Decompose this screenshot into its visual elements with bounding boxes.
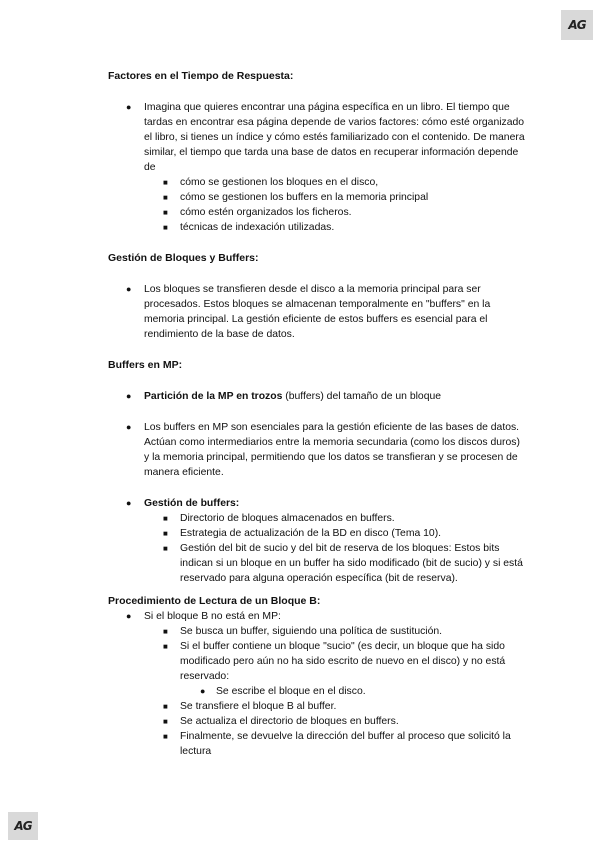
sub-list-item	[108, 699, 528, 714]
sub-list-item	[108, 624, 528, 639]
list-item-text: Si el bloque B no está en MP:	[144, 611, 281, 622]
square-bullet-icon: ■	[163, 223, 168, 232]
list-item	[108, 420, 528, 480]
sub-list-item-text: Estrategia de actualización de la BD en disco (Tema 10).	[180, 528, 442, 539]
sub-list-item-text: Gestión del bit de sucio y del bit de reserva de los bloques: Estos bits indican si un bloque en un buffer ha sido modificado (bit de sucio) y si está reservado para alguna operación específica (bit de reserva).	[180, 543, 523, 584]
list-item-text: Imagina que quieres encontrar una página específica en un libro. El tiempo que tardas en encontrar esa página depende de varios factores: cómo esté organizado el libro, si tienes un índice y cómo estés familiarizado con el contenido. De manera similar, el tiempo que tarda una base de datos en recuperar información depende de	[144, 102, 525, 173]
sub-list-item-text: cómo se gestionen los buffers en la memoria principal	[180, 192, 429, 203]
logo-bottom: AG	[8, 812, 38, 840]
sub-list-item-text: Se transfiere el bloque B al buffer.	[180, 701, 337, 712]
square-bullet-icon: ■	[163, 732, 168, 741]
sub-list-item-text: técnicas de indexación utilizadas.	[180, 222, 335, 233]
bullet-icon: ●	[126, 422, 132, 432]
section-heading-read-procedure: Procedimiento de Lectura de un Bloque B:	[108, 595, 321, 607]
square-bullet-icon: ■	[163, 702, 168, 711]
sub-list-item-text: cómo estén organizados los ficheros.	[180, 207, 352, 218]
bullet-icon: ●	[126, 391, 132, 401]
sub-list-item	[108, 175, 528, 190]
bullet-icon: ●	[126, 611, 132, 621]
sub-list-item	[108, 639, 528, 684]
sub-list-item	[108, 190, 528, 205]
sub-list-item	[108, 714, 528, 729]
bullet-icon: ●	[126, 284, 132, 294]
list-item	[108, 282, 528, 342]
sub-list-item-text: Directorio de bloques almacenados en buffers.	[180, 513, 395, 524]
list-item-text: Los buffers en MP son esenciales para la gestión eficiente de las bases de datos. Actúan como intermediarios entre la memoria secundaria (como los discos duros) y la memoria principal, permitiendo que los datos se transfieran y se procesen de manera eficiente.	[144, 422, 520, 478]
sub-sub-list-item-text: Se escribe el bloque en el disco.	[216, 686, 366, 697]
sub-list-item	[108, 220, 528, 235]
list-item	[108, 389, 528, 404]
list-item	[108, 496, 528, 511]
square-bullet-icon: ■	[163, 642, 168, 651]
sub-list-item-text: Finalmente, se devuelve la dirección del buffer al proceso que solicitó la lectura	[180, 731, 511, 757]
bullet-icon: ●	[126, 102, 132, 112]
sub-list-item-text: Se busca un buffer, siguiendo una política de sustitución.	[180, 626, 443, 637]
section-heading-response-time: Factores en el Tiempo de Respuesta:	[108, 70, 294, 82]
sub-list-item-text: cómo se gestionen los bloques en el disco,	[180, 177, 379, 188]
square-bullet-icon: ■	[163, 529, 168, 538]
bullet-icon: ●	[200, 686, 206, 696]
sub-list-item	[108, 541, 528, 586]
section-heading-blocks-buffers: Gestión de Bloques y Buffers:	[108, 252, 259, 264]
list-item	[108, 609, 528, 624]
square-bullet-icon: ■	[163, 193, 168, 202]
section-heading-buffers-mp: Buffers en MP:	[108, 359, 183, 371]
document-content	[108, 69, 528, 759]
sub-sub-list-item	[108, 684, 528, 699]
square-bullet-icon: ■	[163, 514, 168, 523]
square-bullet-icon: ■	[163, 544, 168, 553]
square-bullet-icon: ■	[163, 627, 168, 636]
sub-list-item-text: Si el buffer contiene un bloque "sucio" (es decir, un bloque que ha sido modificado pero aún no ha sido escrito de nuevo en el disco) y no está reservado:	[180, 641, 506, 682]
list-item-bold-text: Gestión de buffers:	[144, 498, 240, 509]
square-bullet-icon: ■	[163, 717, 168, 726]
logo-top: AG	[561, 10, 593, 40]
sub-list-item	[108, 729, 528, 759]
sub-list-item	[108, 205, 528, 220]
list-item	[108, 100, 528, 175]
square-bullet-icon: ■	[163, 208, 168, 217]
list-item-text: Los bloques se transfieren desde el disco a la memoria principal para ser procesados. Estos bloques se almacenan temporalmente en "buffers" en la memoria principal. La gestión eficiente de estos buffers es esencial para el rendimiento de la base de datos.	[144, 284, 491, 340]
sub-list-item-text: Se actualiza el directorio de bloques en buffers.	[180, 716, 399, 727]
list-item-text: (buffers) del tamaño de un bloque	[282, 391, 442, 402]
list-item-bold-text: Partición de la MP en trozos	[144, 391, 283, 402]
bullet-icon: ●	[126, 498, 132, 508]
sub-list-item	[108, 526, 528, 541]
square-bullet-icon: ■	[163, 178, 168, 187]
sub-list-item	[108, 511, 528, 526]
